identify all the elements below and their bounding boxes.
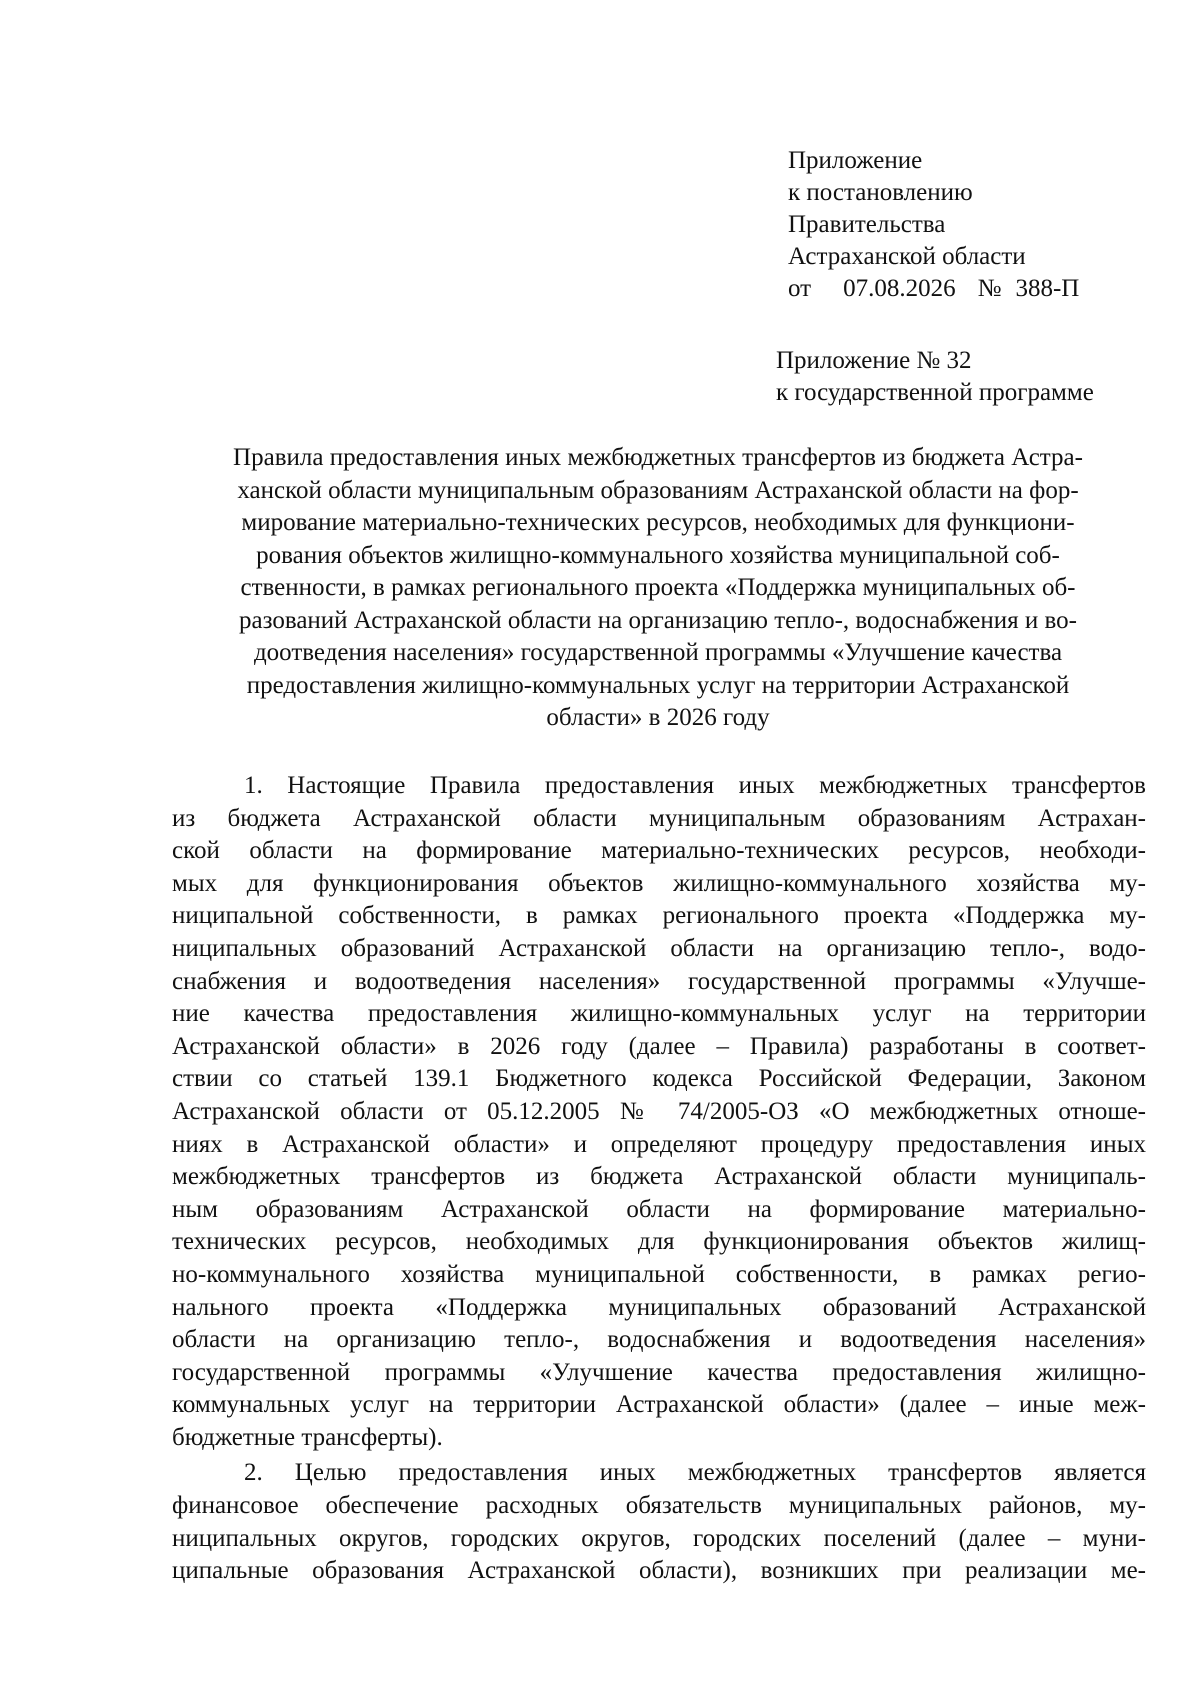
body-line: ской области на формирование материально-технических ресурсов, необходи-: [172, 837, 1146, 865]
title-line: Правила предоставления иных межбюджетных трансфертов из бюджета Астра-: [233, 444, 1083, 471]
body-line: снабжения и водоотведения населения» государственной программы «Улучше-: [172, 967, 1146, 995]
body-line: технических ресурсов, необходимых для функционирования объектов жилищ-: [172, 1228, 1146, 1256]
appendix-block: [776, 345, 1094, 409]
approval-number-sign: №: [977, 275, 1002, 302]
document-body: [172, 770, 1146, 1588]
paragraph-1: [172, 770, 1146, 1454]
title-line: разований Астраханской области на организацию тепло-, водоснабжения и во-: [239, 606, 1077, 634]
body-line: мых для функционирования объектов жилищно-коммунального хозяйства му-: [172, 869, 1146, 897]
approval-line-2: к постановлению: [788, 179, 973, 206]
body-line: ным образованиям Астраханской области на формирование материально-: [172, 1195, 1146, 1223]
body-line: 2. Целью предоставления иных межбюджетных трансфертов является: [244, 1459, 1146, 1487]
body-line: 1. Настоящие Правила предоставления иных межбюджетных трансфертов: [244, 772, 1146, 799]
body-line: бюджетные трансферты).: [172, 1423, 443, 1451]
document-title: [170, 442, 1146, 735]
title-line: ственности, в рамках регионального проекта «Поддержка муниципальных об-: [240, 574, 1076, 601]
body-line: ципальные образования Астраханской области), возникших при реализации ме-: [172, 1557, 1146, 1585]
body-line: ниципальных округов, городских округов, городских поселений (далее – муни-: [172, 1524, 1146, 1552]
appendix-line-1: Приложение № 32: [776, 347, 972, 374]
title-line: рования объектов жилищно-коммунального хозяйства муниципальной соб-: [256, 541, 1060, 569]
body-line: из бюджета Астраханской области муниципальным образованиям Астрахан-: [172, 804, 1146, 832]
body-line: Астраханской области» в 2026 году (далее – Правила) разработаны в соответ-: [172, 1032, 1146, 1060]
body-line: ствии со статьей 139.1 Бюджетного кодекса Российской Федерации, Законом: [172, 1065, 1146, 1093]
appendix-line-2: к государственной программе: [776, 379, 1094, 406]
body-line: ние качества предоставления жилищно-коммунальных услуг на территории: [172, 1000, 1146, 1028]
approval-number: 388-П: [1015, 275, 1080, 302]
body-line: коммунальных услуг на территории Астраханской области» (далее – иные меж-: [172, 1391, 1146, 1419]
title-line: доотведения населения» государственной программы «Улучшение качества: [253, 639, 1063, 666]
body-line: ниях в Астраханской области» и определяют процедуру предоставления иных: [172, 1130, 1146, 1158]
body-line: области на организацию тепло-, водоснабжения и водоотведения населения»: [172, 1326, 1146, 1354]
title-line: предоставления жилищно-коммунальных услуг на территории Астраханской: [246, 671, 1070, 699]
approval-block: [788, 145, 1079, 305]
body-line: ниципальной собственности, в рамках регионального проекта «Поддержка му-: [172, 902, 1146, 930]
approval-line-4: Астраханской области: [788, 243, 1026, 270]
body-line: межбюджетных трансфертов из бюджета Астраханской области муниципаль-: [172, 1163, 1146, 1191]
title-line: ханской области муниципальным образованиям Астраханской области на фор-: [237, 476, 1079, 504]
approval-date-line: [788, 273, 1079, 305]
approval-from-label: от: [788, 275, 812, 302]
approval-line-1: Приложение: [788, 147, 923, 174]
title-line: мирование материально-технических ресурсов, необходимых для функциони-: [241, 509, 1075, 536]
body-line: нального проекта «Поддержка муниципальных образований Астраханской: [172, 1293, 1146, 1321]
approval-date: 07.08.2026: [843, 275, 956, 302]
body-line: но-коммунального хозяйства муниципальной собственности, в рамках регио-: [172, 1260, 1146, 1288]
body-line: финансовое обеспечение расходных обязательств муниципальных районов, му-: [172, 1492, 1146, 1520]
body-line: Астраханской области от 05.12.2005 № 74/2005-ОЗ «О межбюджетных отноше-: [172, 1097, 1146, 1125]
approval-line-3: Правительства: [788, 211, 946, 238]
body-line: государственной программы «Улучшение качества предоставления жилищно-: [172, 1358, 1146, 1386]
paragraph-2: [172, 1457, 1146, 1587]
body-line: ниципальных образований Астраханской области на организацию тепло-, водо-: [172, 934, 1146, 962]
title-line: области» в 2026 году: [546, 704, 770, 731]
